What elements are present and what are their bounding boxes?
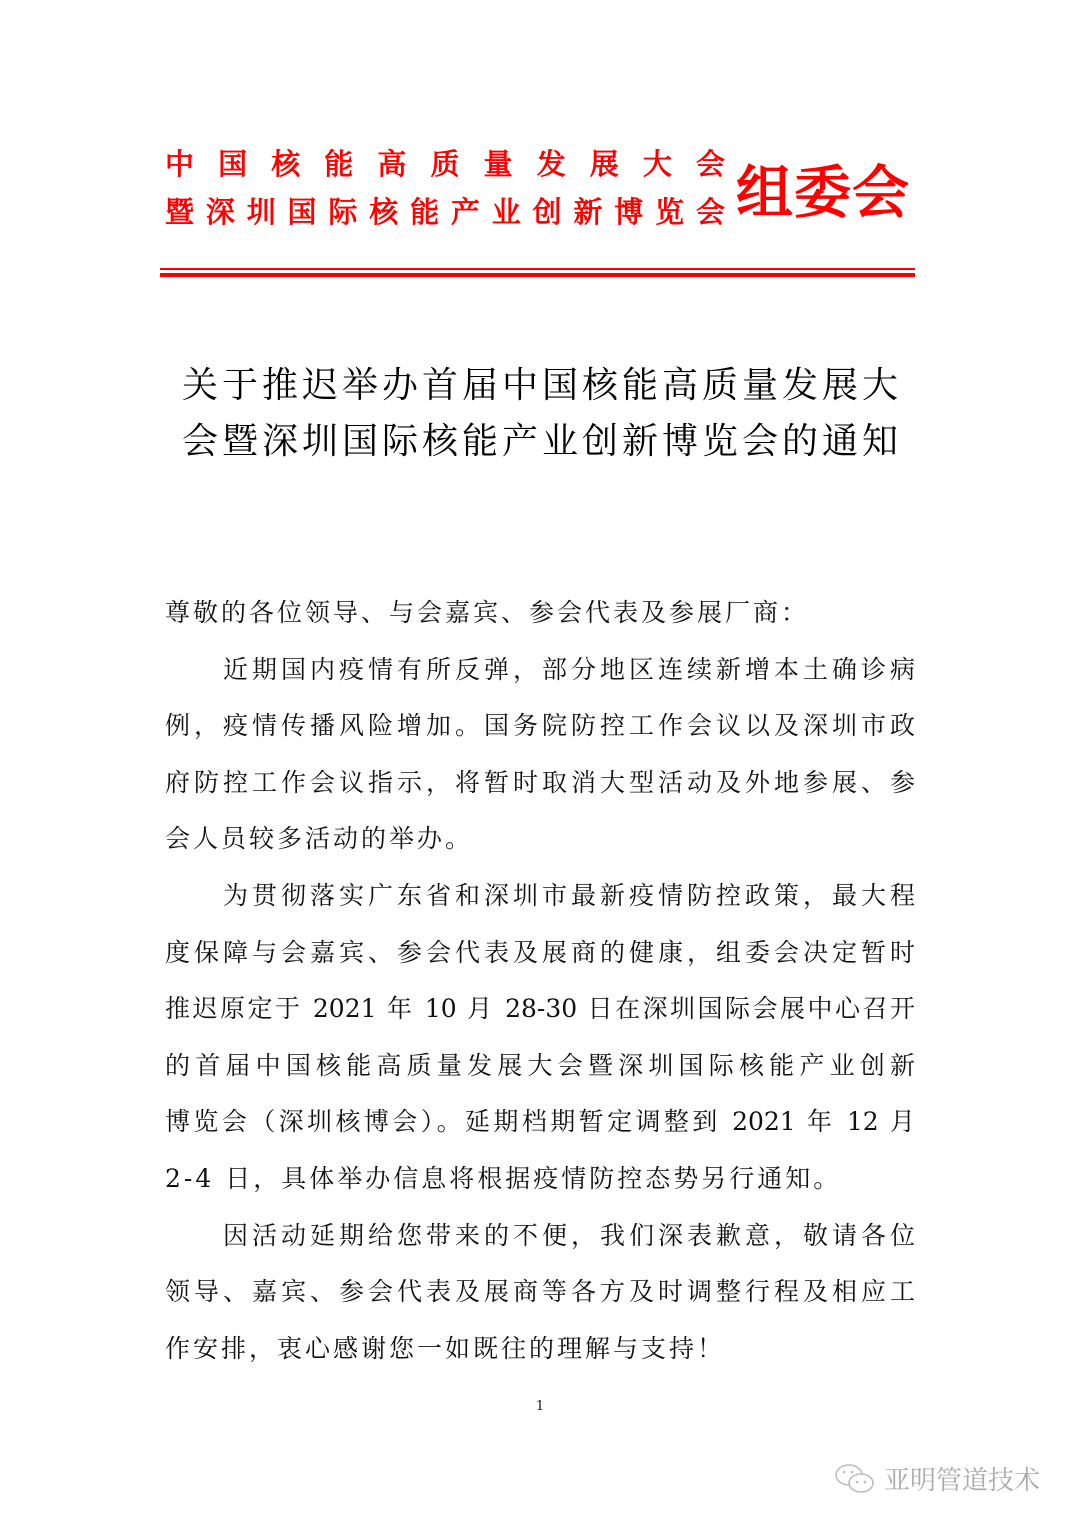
letterhead-line-1: 中国核能高质量发展大会 <box>165 147 725 181</box>
body-line: 的首届中国核能高质量发展大会暨深圳国际核能产业创新 <box>165 1050 915 1080</box>
body-line: 府防控工作会议指示，将暂时取消大型活动及外地参展、参 <box>165 767 915 797</box>
letterhead-org: 组委会 <box>736 160 910 226</box>
letterhead-line-2: 暨深圳国际核能产业创新博览会 <box>165 195 725 229</box>
body-line: 推迟原定于 2021 年 10 月 28-30 日在深圳国际会展中心召开 <box>165 994 915 1024</box>
body-line: 博览会（深圳核博会）。延期档期暂定调整到 2021 年 12 月 <box>165 1107 915 1137</box>
body-line: 尊敬的各位领导、与会嘉宾、参会代表及参展厂商： <box>165 598 810 627</box>
document-title-line-1: 关于推迟举办首届中国核能高质量发展大 <box>182 365 898 406</box>
body-line: 2-4 日，具体举办信息将根据疫情防控态势另行通知。 <box>165 1164 842 1193</box>
wechat-icon <box>834 1462 878 1496</box>
document-title-line-2: 会暨深圳国际核能产业创新博览会的通知 <box>182 421 898 462</box>
letterhead-rule-thin <box>160 268 915 270</box>
body-line: 例，疫情传播风险增加。国务院防控工作会议以及深圳市政 <box>165 711 915 741</box>
body-line: 度保障与会嘉宾、参会代表及展商的健康，组委会决定暂时 <box>165 937 915 967</box>
letterhead-rule-thick <box>160 273 915 277</box>
body-line: 领导、嘉宾、参会代表及展商等各方及时调整行程及相应工 <box>165 1277 915 1307</box>
body-line: 作安排，衷心感谢您一如既往的理解与支持！ <box>165 1333 726 1363</box>
page-number: 1 <box>535 1399 545 1414</box>
body-line: 会人员较多活动的举办。 <box>165 824 474 854</box>
body-line: 因活动延期给您带来的不便，我们深表歉意，敬请各位 <box>223 1220 915 1250</box>
watermark <box>834 1460 1040 1497</box>
watermark-text: 亚明管道技术 <box>884 1466 1041 1496</box>
body-line: 为贯彻落实广东省和深圳市最新疫情防控政策，最大程 <box>223 881 915 910</box>
body-line: 近期国内疫情有所反弹，部分地区连续新增本土确诊病 <box>223 654 915 684</box>
